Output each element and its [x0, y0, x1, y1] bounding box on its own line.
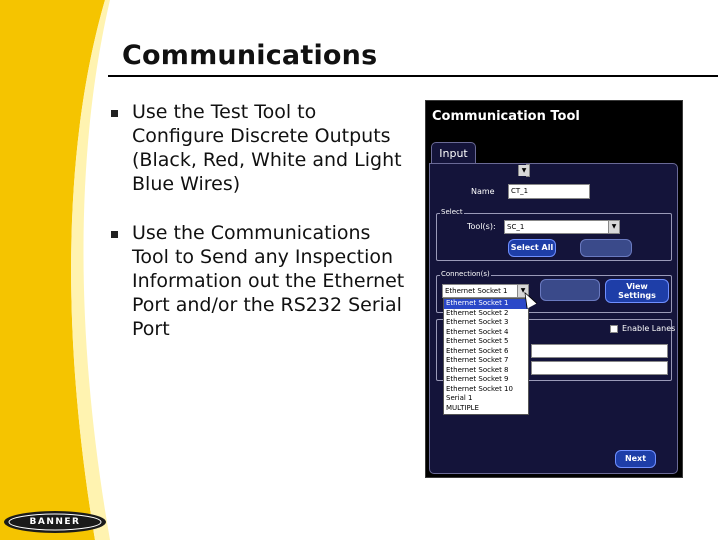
dropdown-option[interactable]: Ethernet Socket 7 [446, 356, 509, 364]
yellow-side-band [0, 0, 110, 540]
connection-select-value: Ethernet Socket 1 [445, 287, 508, 295]
tools-select[interactable] [504, 220, 620, 234]
tools-select-value: SC_1 [507, 223, 525, 231]
bullet-list [108, 100, 408, 366]
name-field[interactable]: CT_1 [508, 184, 590, 199]
window-title: Communication Tool [432, 109, 580, 124]
add-connection-button[interactable] [540, 279, 600, 301]
next-button[interactable]: Next [615, 450, 656, 468]
select-all-button[interactable]: Select All [508, 239, 556, 257]
dropdown-option[interactable]: Ethernet Socket 9 [446, 375, 509, 383]
dropdown-option[interactable]: Ethernet Socket 3 [446, 318, 509, 326]
slide-title: Communications [122, 40, 378, 71]
tools-label: Tool(s): [467, 222, 496, 231]
output-field-1[interactable] [531, 344, 668, 358]
dropdown-option[interactable]: Ethernet Socket 1 [444, 299, 528, 309]
dropdown-option[interactable]: Serial 1 [446, 394, 473, 402]
banner-logo [3, 510, 107, 534]
connection-select[interactable] [442, 284, 529, 298]
dropdown-option[interactable]: Ethernet Socket 5 [446, 337, 509, 345]
tab-input[interactable]: Input [431, 142, 476, 165]
select-group-label: Select [441, 208, 463, 216]
title-underline [108, 75, 718, 77]
view-settings-button[interactable]: View Settings [605, 279, 669, 303]
lane-select[interactable] [521, 164, 530, 177]
bullet-text: Use the Test Tool to Configure Discrete Outputs (Black, Red, White and Light Blue Wires) [132, 101, 402, 195]
connections-group-label: Connection(s) [441, 270, 490, 278]
bullet-item [108, 100, 408, 196]
bullet-text: Use the Communications Tool to Send any Inspection Information out the Ethernet Port and/or the RS232 Serial Port [132, 222, 405, 340]
dropdown-option[interactable]: Ethernet Socket 4 [446, 327, 509, 336]
communication-tool-window [425, 100, 683, 478]
bullet-square-icon [111, 231, 118, 238]
dropdown-option[interactable]: Ethernet Socket 8 [446, 365, 509, 374]
name-label: Name [471, 187, 495, 196]
chevron-down-icon[interactable]: ▼ [608, 221, 619, 233]
deselect-button[interactable] [580, 239, 632, 257]
enable-lanes-label: Enable Lanes [622, 324, 676, 333]
enable-lanes-checkbox[interactable] [610, 325, 618, 333]
dropdown-option[interactable]: Ethernet Socket 2 [446, 308, 509, 317]
banner-logo-text: BANNER [29, 517, 81, 527]
chevron-down-icon[interactable]: ▼ [517, 285, 528, 297]
dropdown-option[interactable]: Ethernet Socket 6 [446, 346, 509, 355]
bullet-item [108, 221, 408, 341]
bullet-square-icon [111, 110, 118, 117]
output-field-2[interactable] [531, 361, 668, 375]
chevron-down-icon[interactable]: ▼ [518, 165, 529, 176]
dropdown-option[interactable]: MULTIPLE [446, 403, 479, 412]
connection-dropdown-list[interactable] [443, 298, 529, 415]
dropdown-option[interactable]: Ethernet Socket 10 [446, 384, 513, 393]
